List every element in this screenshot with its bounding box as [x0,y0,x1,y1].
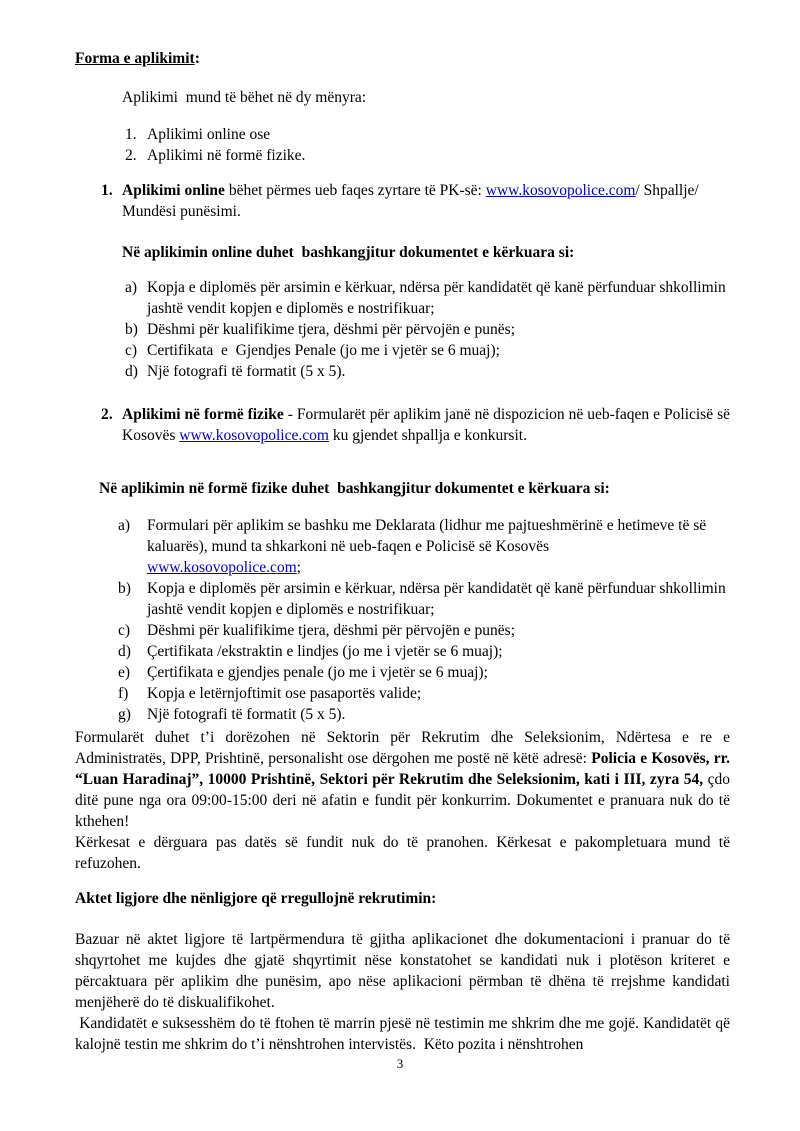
text-run: Një fotografi të formatit (5 x 5). [147,706,346,723]
text-run: Çertifikata /ekstraktin e lindjes (jo me i vjetër se 6 muaj); [147,643,503,660]
list-marker: c) [125,342,138,359]
list-marker: d) [118,643,131,660]
legal-paragraph-2: Kandidatët e suksesshëm do të ftohen të marrin pjesë në testimin me shkrim dhe me gojë. Kandidatët që kalojnë testin me shkrim do t’i nënshtrohen intervistës. Këto pozita i nënshtrohen [75,1015,734,1053]
list-item-text [147,319,730,340]
page-title [75,48,730,69]
address-paragraph [75,727,730,832]
list-marker: b) [118,580,131,597]
list-marker: 2. [125,147,137,164]
heading-fizike-docs: Në aplikimin në formë fizike duhet bashkangjitur dokumentet e kërkuara si: [99,480,610,497]
list-item [125,145,730,166]
list-item-text [147,704,730,725]
heading-online-docs: Në aplikimin online duhet bashkangjitur dokumentet e kërkuara si: [122,244,575,261]
ways-list [125,124,730,166]
online-docs-list [125,277,730,382]
list-marker: b) [125,321,138,338]
list-item [125,361,730,382]
list-item [125,124,730,145]
list-marker: a) [118,517,131,534]
list-item-text: Aplikimi në formë fizike. [147,147,306,164]
text-run: Një fotografi të formatit (5 x 5). [147,363,346,380]
text-run: Formularët duhet t’i dorëzohen në Sektorin për Rekrutim dhe Seleksionim, Ndërtesa e re e Administratës, DPP, Prishtinë, personalisht ose dërgohen me postë në këtë adresë: [75,729,730,767]
list-marker: g) [118,706,131,723]
text-run: Aplikimi në formë fizike [122,406,284,423]
text-run: bëhet përmes ueb faqes zyrtare të PK-së: [228,182,486,199]
text-run: Kopja e diplomës për arsimin e kërkuar, ndërsa për kandidatët që kanë përfunduar shkollimin jashtë vendit kopjen e diplomës e nostrifikuar; [147,580,730,618]
list-marker: f) [118,685,129,702]
list-marker: a) [125,279,138,296]
list-item-text [147,578,730,620]
text-run: ku gjendet shpallja e konkursit. [328,427,527,444]
list-item [118,683,730,704]
kosovopolice-link[interactable]: www.kosovopolice.com [179,427,329,444]
text-run: Kopja e diplomës për arsimin e kërkuar, ndërsa për kandidatët që kanë përfunduar shkollimin jashtë vendit kopjen e diplomës e nostrifikuar; [147,279,730,317]
list-marker: 1. [125,126,137,143]
text-run: ; [296,559,301,576]
list-item [125,277,730,319]
text-run: Dëshmi për kualifikime tjera, dëshmi për përvojën e punës; [147,321,516,338]
list-item-text: Aplikimi online ose [147,126,271,143]
text-run: Policia e Kosovës, rr. “Luan Haradinaj”, 10000 Prishtinë, Sektori për Rekrutim dhe Seleksionim, kati i III, zyra 54, [75,750,731,788]
text-run: Dëshmi për kualifikime tjera, dëshmi për përvojën e punës; [147,622,516,639]
list-item [118,515,730,578]
legal-paragraph-1: Bazuar në aktet ligjore të lartpërmendura të gjitha aplikacionet dhe dokumentacioni i pranuar do të shqyrtohet me kujdes dhe gjatë shqyrtimit nëse konstatohet se kandidati nuk i plotëson kriteret e përcaktuara për aplikim dhe punësim, apo nëse aplikacioni përmban të dhëna të rrejshme kandidati menjëherë do të diskualifikohet. [75,931,730,1011]
list-item [118,620,730,641]
text-run: Certifikata e Gjendjes Penale (jo me i vjetër se 6 muaj); [147,342,500,359]
list-item [125,340,730,361]
list-item [118,662,730,683]
page-title-colon: : [194,50,200,67]
list-item-text [147,277,730,319]
list-marker: 2. [101,406,113,423]
list-item-text [147,340,730,361]
list-marker: c) [118,622,131,639]
text-run: - Formularët për aplikim janë në dispozicion në ueb-faqen e Policisë së Kosovës [122,406,730,444]
intro-line: Aplikimi mund të bëhet në dy mënyra: [122,89,367,106]
list-item [118,641,730,662]
text-run: Kopja e letërnjoftimit ose pasaportës valide; [147,685,422,702]
list-item-text [147,620,730,641]
heading-legal-acts: Aktet ligjore dhe nënligjore që rregullojnë rekrutimin: [75,890,437,907]
list-item-text [147,662,730,683]
list-item-text [147,361,730,382]
list-item [118,578,730,620]
text-run: Formulari për aplikim se bashku me Deklarata (lidhur me pajtueshmërinë e hetimeve të së kaluarës), mund ta shkarkoni në ueb-faqen e Policisë së Kosovës [147,517,710,555]
list-marker: 1. [101,182,113,199]
fizike-docs-list [118,515,730,725]
kosovopolice-link[interactable]: www.kosovopolice.com [485,182,636,199]
text-run: çdo ditë pune nga ora 09:00-15:00 deri në afatin e fundit për konkurrim. Dokumentet e pranuara nuk do të kthehen! [75,771,730,830]
list-marker: d) [125,363,138,380]
page-title-text: Forma e aplikimit [75,50,195,67]
list-marker: e) [118,664,131,681]
list-item-text [147,515,730,578]
text-run: / Shpallje/ Mundësi punësimi. [122,182,699,220]
numbered-item-online [101,180,730,222]
numbered-item-text [122,180,730,222]
kosovopolice-link[interactable]: www.kosovopolice.com [147,559,297,576]
list-item [125,319,730,340]
list-item [118,704,730,725]
text-run: Çertifikata e gjendjes penale (jo me i vjetër se 6 muaj); [147,664,488,681]
list-item-text [147,683,730,704]
list-item-text [147,641,730,662]
page-number: 3 [396,1056,404,1071]
text-run: Aplikimi online [122,182,229,199]
numbered-item-fizike [101,404,730,446]
numbered-item-text [122,404,730,446]
returns-paragraph: Kërkesat e dërguara pas datës së fundit nuk do të pranohen. Kërkesat e pakompletuara mund të refuzohen. [75,834,730,872]
